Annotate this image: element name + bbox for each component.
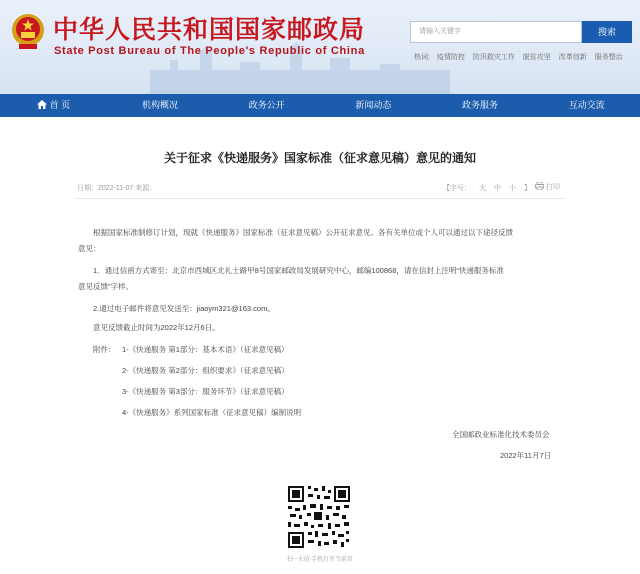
paragraph-line: 意见反馈”字样。 <box>78 282 133 291</box>
printer-icon <box>535 182 544 190</box>
nav-item-home[interactable] <box>0 94 107 117</box>
search-button[interactable]: 搜索 <box>582 21 632 43</box>
font-size-label: 【字号： <box>443 185 471 192</box>
nav-item-interaction[interactable]: 互动交流 <box>568 100 605 110</box>
divider <box>75 198 565 199</box>
hot-word-link[interactable]: 改革创新 <box>558 54 587 61</box>
font-size-small[interactable]: 小 <box>509 185 516 192</box>
paragraph-line: 意见： <box>78 244 101 253</box>
hot-words-label: 热词: <box>414 54 430 61</box>
print-button[interactable] <box>535 182 560 192</box>
paragraph-line: 根据国家标准制修订计划，现就《快递服务》国家标准（征求意见稿）公开征求意见。各有关单位或个人可以通过以下途径反馈 <box>93 228 513 237</box>
nav-item-organization[interactable]: 机构概况 <box>142 100 179 110</box>
nav-item-news[interactable]: 新闻动态 <box>355 100 392 110</box>
hot-words <box>414 52 629 62</box>
attachment-link[interactable]: 1-《快递服务 第1部分：基本术语》（征求意见稿） <box>122 345 289 354</box>
nav-item-services[interactable]: 政务服务 <box>462 100 499 110</box>
main-nav <box>0 94 640 117</box>
signature: 全国邮政业标准化技术委员会 <box>452 430 550 439</box>
paragraph-line: 1．通过信函方式寄至：北京市西城区北礼士路甲8号国家邮政局发展研究中心，邮编100868，请在信封上注明“快递服务标准 <box>93 266 504 275</box>
search-input[interactable]: 请输入关键字 <box>410 21 582 43</box>
attachments-label: 附件： <box>93 345 116 354</box>
print-label: 打印 <box>546 184 560 191</box>
hot-word-link[interactable]: 服务整治 <box>594 54 623 61</box>
attachment-link[interactable]: 3-《快递服务 第3部分：服务环节》（征求意见稿） <box>122 387 289 396</box>
site-header <box>0 0 640 94</box>
qr-caption: 扫一扫在手机打开当前页 <box>286 557 353 563</box>
hot-word-link[interactable]: 疫情防控 <box>436 54 465 61</box>
signature-date: 2022年11月7日 <box>500 451 552 460</box>
attachment-link[interactable]: 2-《快递服务 第2部分：组织要求》（征求意见稿） <box>122 366 289 375</box>
site-title-en: State Post Bureau of The People's Republic of China <box>54 45 365 57</box>
paragraph-line: 2.通过电子邮件将意见发送至：jiaoym321@163.com。 <box>93 304 275 313</box>
font-size-medium[interactable]: 中 <box>494 185 501 192</box>
article-title: 关于征求《快递服务》国家标准（征求意见稿）意见的通知 <box>163 151 476 165</box>
article-meta: 日期：2022-11-07 来源： <box>77 185 157 192</box>
home-icon <box>37 100 47 109</box>
font-size-large[interactable]: 大 <box>479 185 486 192</box>
nav-label: 首 页 <box>49 100 71 110</box>
site-title-cn[interactable]: 中华人民共和国国家邮政局 <box>53 15 366 44</box>
font-size-close: 】 <box>524 185 531 192</box>
national-emblem-icon <box>10 12 46 50</box>
hot-word-link[interactable]: 防汛救灾工作 <box>472 54 515 61</box>
nav-item-gov-affairs[interactable]: 政务公开 <box>248 100 285 110</box>
attachment-link[interactable]: 4-《快递服务》系列国家标准（征求意见稿）编制说明 <box>122 408 302 417</box>
font-size-control <box>443 183 539 193</box>
hot-word-link[interactable]: 脱贫攻坚 <box>522 54 551 61</box>
paragraph-line: 意见反馈截止时间为2022年12月6日。 <box>93 323 220 332</box>
qr-code-image <box>286 484 352 550</box>
